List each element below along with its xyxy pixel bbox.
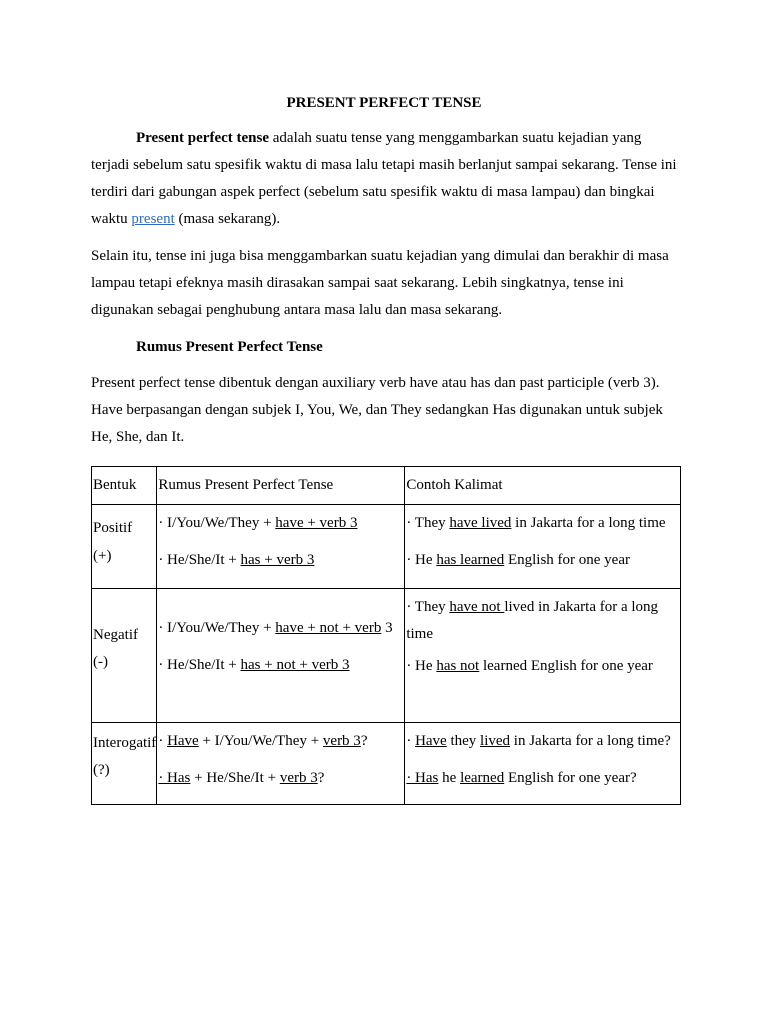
rumus-positif-2: · He/She/It + has + verb 3 bbox=[158, 552, 315, 568]
present-link[interactable]: present bbox=[131, 211, 175, 227]
contoh-negatif-1: · They have not lived in Jakarta for a long time bbox=[406, 599, 659, 642]
intro-text-b: (masa sekarang). bbox=[174, 211, 281, 227]
rumus-interogatif-2: · Has + He/She/It + verb 3? bbox=[158, 770, 325, 786]
contoh-positif bbox=[405, 505, 681, 589]
rumus-table bbox=[91, 466, 681, 805]
header-bentuk: Bentuk bbox=[92, 467, 157, 505]
rumus-interogatif bbox=[157, 723, 405, 805]
table-row-interogatif bbox=[92, 723, 681, 805]
paragraph-3: Present perfect tense dibentuk dengan auxiliary verb have atau has dan past participle (verb 3). Have berpasangan dengan subjek I, You, We, dan They sedangkan Has digunakan untuk subjek He, She, dan It. bbox=[91, 375, 663, 445]
contoh-negatif bbox=[405, 589, 681, 723]
header-rumus: Rumus Present Perfect Tense bbox=[157, 467, 405, 505]
paragraph-2: Selain itu, tense ini juga bisa menggambarkan suatu kejadian yang dimulai dan berakhir di masa lampau tetapi efeknya masih dirasakan sampai saat sekarang. Lebih singkatnya, tense ini digunakan sebagai penghubung antara masa lalu dan masa sekarang. bbox=[91, 248, 669, 318]
contoh-interogatif bbox=[405, 723, 681, 805]
intro-text-a: adalah suatu tense yang menggambarkan suatu kejadian yang terjadi sebelum satu spesifik waktu di masa lalu tetapi masih berlanjut sampai sekarang. Tense ini terdiri dari gabungan aspek perfect (sebelum satu spesifik waktu di masa lampau) dan bingkai waktu bbox=[91, 130, 677, 227]
intro-paragraph bbox=[91, 125, 681, 233]
bentuk-negatif bbox=[92, 589, 157, 723]
table-header-row bbox=[92, 467, 681, 505]
bentuk-interogatif bbox=[92, 723, 157, 805]
rumus-positif bbox=[157, 505, 405, 589]
page-title: PRESENT PERFECT TENSE bbox=[286, 95, 482, 111]
negatif-symbol: (-) bbox=[93, 654, 108, 670]
header-contoh: Contoh Kalimat bbox=[405, 467, 681, 505]
intro-bold-term: Present perfect tense bbox=[136, 130, 269, 146]
contoh-positif-1: · They have lived in Jakarta for a long time bbox=[406, 515, 666, 531]
bentuk-positif bbox=[92, 505, 157, 589]
positif-symbol: (+) bbox=[93, 548, 112, 564]
rumus-negatif bbox=[157, 589, 405, 723]
contoh-interogatif-1: · Have they lived in Jakarta for a long time? bbox=[406, 733, 671, 749]
rumus-negatif-2: · He/She/It + has + not + verb 3 bbox=[158, 657, 350, 673]
rumus-positif-1: · I/You/We/They + have + verb 3 bbox=[158, 515, 358, 531]
rumus-negatif-1: · I/You/We/They + have + not + verb 3 bbox=[158, 620, 393, 636]
interogatif-label: Interogatif bbox=[93, 735, 157, 751]
contoh-negatif-2: · He has not learned English for one year bbox=[406, 658, 653, 674]
positif-label: Positif bbox=[93, 520, 133, 536]
table-row-positif bbox=[92, 505, 681, 589]
subheading: Rumus Present Perfect Tense bbox=[136, 339, 323, 355]
table-row-negatif bbox=[92, 589, 681, 723]
contoh-interogatif-2: · Has he learned English for one year? bbox=[406, 770, 637, 786]
rumus-interogatif-1: · Have + I/You/We/They + verb 3? bbox=[158, 733, 368, 749]
interogatif-symbol: (?) bbox=[93, 762, 110, 778]
contoh-positif-2: · He has learned English for one year bbox=[406, 552, 630, 568]
negatif-label: Negatif bbox=[93, 627, 138, 643]
